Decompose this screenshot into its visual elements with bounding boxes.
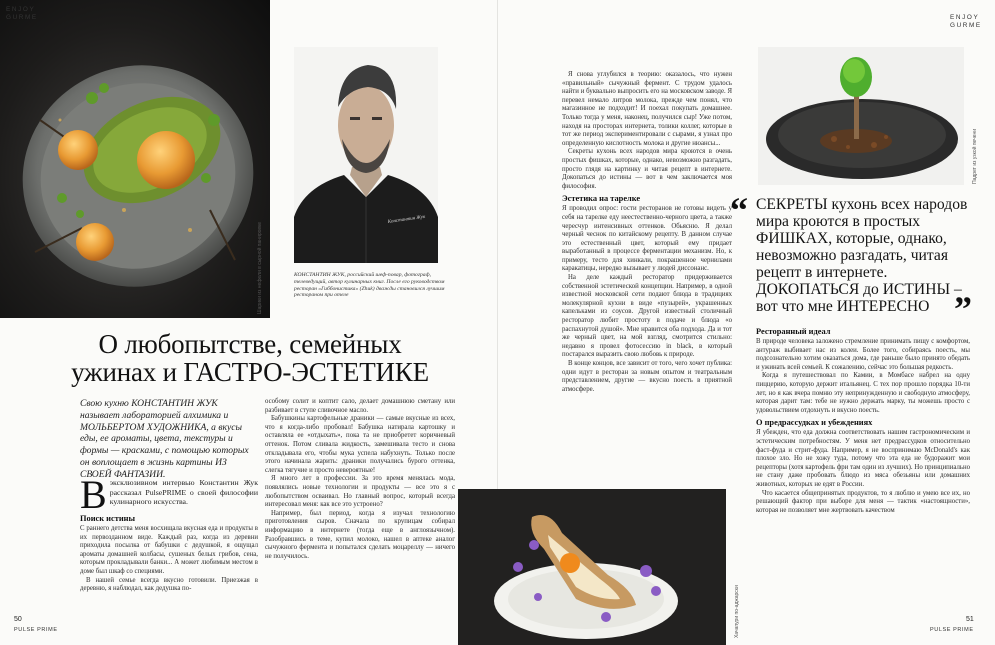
col4-paragraph-1: В природе человека заложено стремление принимать пищу с комфортом, антураж выбивает нас из колеи. Более того, собираясь поесть, мы подсознательно хотим оказаться дома, где раньше было принято обедать и ужинать всей семьей. К сожалению, сейчас это большая редкость. bbox=[756, 338, 970, 371]
photo-cheese-balls bbox=[0, 0, 270, 318]
brand-right: PULSE PRIME bbox=[930, 627, 974, 633]
headline-line-1: О любопытстве, семейных bbox=[98, 329, 402, 359]
chef-illustration bbox=[294, 47, 438, 263]
column-3 bbox=[562, 71, 732, 394]
subhead-predrassudki: О предрассудках и убеждениях bbox=[756, 418, 873, 428]
col2-paragraph-1: особому солит и коптит сало, делает домашнюю сметану или разбивает в ступе сливочное масло. bbox=[265, 398, 455, 414]
article-headline bbox=[20, 330, 480, 386]
kicker-enjoy-right: ENJOY bbox=[950, 14, 980, 21]
column-2 bbox=[265, 398, 455, 561]
col3-paragraph-5: В конце концов, все зависит от того, чего хочет публика: одни идут в ресторан за новым опытом и театральным представлением, другие — вкусно поесть в приятной атмосфере. bbox=[562, 360, 732, 393]
kicker-enjoy: ENJOY bbox=[6, 6, 36, 13]
col3-paragraph-1: Я снова углубился в теорию: оказалось, что нужен «правильный» сычужный фермент. С трудом удалось найти и буквально выпросить его на московском заводе. Я перевел немало литров молока, прежде чем понял, что магазинное не подходит! И поехал покупать домашнее. Только тогда у меня, наконец, получился сыр! Уже потом, находя на просторах интернета, толики коллег, которые в тот же период экспериментировали с сырами, я узнал про определенную кислотность молока и другие нюансы... bbox=[562, 71, 732, 147]
col4-paragraph-3: Я убежден, что еда должна соответствовать нашим гастрономическим и эстетическим потребностям. У меня нет предрассудков относительно фаст-фуда и стрит-фуда. Например, я не воспринимаю McDonald's как плохое зло. Но не хожу туда, потому что эта еда не будоражит мои рецепторы (хотя картофель фри там один из лучших). Но принципиально не стану даже пробовать блюдо из мяса обезьяны или домашних животных, которых не едят в России. bbox=[756, 429, 970, 488]
column-4 bbox=[756, 327, 970, 515]
dropcap: В bbox=[80, 472, 107, 517]
col1-paragraph-1: С раннего детства меня восхищала вкусная еда и продукты в их первозданном виде. Каждый раз, когда из деревни приходила посылка от бабушки с дедушкой, я ощущал ароматы домашней колбасы, сушеных белых грибов, сена, которым прокладывали банки... А может любимым местом в доме был шкаф со специями. bbox=[80, 525, 258, 575]
col3-paragraph-4: На деле каждый ресторатор придерживается собственной эстетической концепции. Например, в одной известной московской сети подают блюда в традициях молекулярной кухни в виде «пузырей», украшенных капельками из соусов. Другой известный столичный ресторатор любит простоту в подаче и блюда «о распахнутой душой». Мне нравится оба подхода. Да и тот же черный цвет, на мой взгляд, смотрится стильно: недавно я провел фотосессию in black, в который постарался выразить свою любовь к природе. bbox=[562, 274, 732, 359]
page-number-right: 51 bbox=[966, 616, 974, 623]
col4-paragraph-2: Когда я путешествовал по Камии, в Момбасе набрел на одну пиццерию, которую держит итальянец. С тех пор прошло порядка 10-ти лет, но я как вчера помню эту непринужденную и свободную атмосферу, которая дарит там: тебе не нужно держать марку, ты можешь просто с удовольствием отдохнуть и вкусно поесть. bbox=[756, 372, 970, 414]
bottom-photo-caption: Хачапури по-аджарски bbox=[734, 585, 740, 638]
right-photo-caption: Падрет из узкой печени bbox=[972, 128, 978, 184]
kicker-gurme-right: GURME bbox=[950, 22, 982, 29]
brand-left: PULSE PRIME bbox=[14, 627, 58, 633]
chef-caption: КОНСТАНТИН ЖУК, российский шеф-повар, фотограф, телеведущий, автор кулинарных книг. После его руководством ресторан «Гиббонистика» (Zhuk) дважды становился лучшим рестораном при отеле bbox=[294, 272, 445, 299]
khachapuri-illustration bbox=[458, 489, 726, 645]
photo-moss-dish bbox=[758, 47, 964, 185]
col3-paragraph-2: Секреты кухонь всех народов мира кроются в очень простых фишках, которые, однако, невозможно разгадать, просто глядя на картинку и читая рецепт в интернете. Докопаться до истины — вот в чем заключается моя философия. bbox=[562, 148, 732, 190]
cheese-balls-illustration bbox=[0, 0, 270, 318]
article-lead: Свою кухню КОНСТАНТИН ЖУК называет лабораторией алхимика и МОЛЬБЕРТОМ ХУДОЖНИКА, а вкусы еды, ее ароматы, цвета, текстуры и формы — красками, с помощью которых он воплощает в жизнь картины ИЗ СВОЕЙ ФАНТАЗИИ. bbox=[80, 398, 249, 480]
col2-paragraph-2: Бабушкины картофельные драники — самые вкусные из всех, что я когда-либо пробовал! Бабушка натирала картошку и оставляла ее «отдыхать», пока та не приобретет коричневый оттенок. Потом сливала жидкость, замешивала тесто и снова откладывала его, чтобы мука успела набухнуть. Только после этого начинала жарить: драники получались бурого оттенка, слегка тягучие и просто невероятные! bbox=[265, 415, 455, 474]
subhead-poisk-istiny: Поиск истины bbox=[80, 514, 136, 523]
quote-open-icon: “ bbox=[730, 190, 748, 230]
jacket-embroidery: Константин Жук bbox=[387, 214, 426, 225]
col1-paragraph-2: В нашей семье всегда вкусно готовили. Приезжая в деревню, я наблюдал, как дедушка по- bbox=[80, 576, 258, 593]
subhead-restorannyi-ideal: Ресторанный идеал bbox=[756, 327, 831, 336]
col2-paragraph-3: Я много лет в профессии. За это время менялась мода, появлялись новые технологии и продукты — все это я с любопытством осваивал. Но главный вопрос, который всегда интересовал меня: как все это устроено? bbox=[265, 475, 455, 509]
headline-line-2: ужинах и ГАСТРО-ЭСТЕТИКЕ bbox=[71, 357, 429, 387]
page-number-left: 50 bbox=[14, 616, 22, 623]
quote-close-icon: ” bbox=[954, 289, 972, 329]
photo-khachapuri bbox=[458, 489, 726, 645]
kicker-gurme: GURME bbox=[6, 14, 38, 21]
kicker-right bbox=[950, 14, 982, 30]
kicker-left bbox=[6, 6, 38, 22]
chef-portrait bbox=[294, 47, 438, 263]
col3-paragraph-3: Я проводил опрос: гости ресторанов не готовы видеть у себя на тарелке еду неестественно-черного цвета, а также чересчур интенсивных оттенков. Обьясню. Я делал черный чеснок по китайскому рецепту. В данном случае это естественный цвет, который ему придает выработанный в процессе ферментации механизм. Но, к примеру, тесто для хинкали, покрашенное чернилами каракатицы, нередко вызывает у людей диссонанс. bbox=[562, 205, 732, 273]
col4-paragraph-4: Что касается общепринятых продуктов, то я люблю и умею все их, но решающий фактор при выборе для меня — тактик «настоящности», которая не позволяет мне жертвовать качеством bbox=[756, 489, 970, 514]
column-1 bbox=[80, 514, 258, 594]
quote-text: СЕКРЕТЫ кухонь всех народов мира кроются в простых ФИШКАХ, которые, однако, невозможно разгадать, читая рецепт в интернете. ДОКОПАТЬСЯ до ИСТИНЫ – вот что мне ИНТЕРЕСНО bbox=[756, 196, 968, 315]
subhead-estetika: Эстетика на тарелке bbox=[562, 194, 641, 204]
left-photo-caption: Шарики из нефели в сырной панировке bbox=[257, 221, 263, 314]
moss-dish-illustration bbox=[758, 47, 964, 185]
pull-quote bbox=[730, 190, 972, 329]
intro-text: эксклюзивном интервью Константин Жук рассказал PulsePRIME о своей философии кулинарного искусства. bbox=[109, 478, 258, 507]
article-intro bbox=[80, 472, 258, 517]
col2-paragraph-4: Например, был период, когда я изучал технологию приготовления сыров. Сначала по крупицам собирал информацию в интернете (тогда еще в англоязычном). Разобравшись в теме, купил молоко, нашел в аптеке аналог сычужного фермента и попытался сделать моцареллу — ничего не получилось. bbox=[265, 509, 455, 560]
